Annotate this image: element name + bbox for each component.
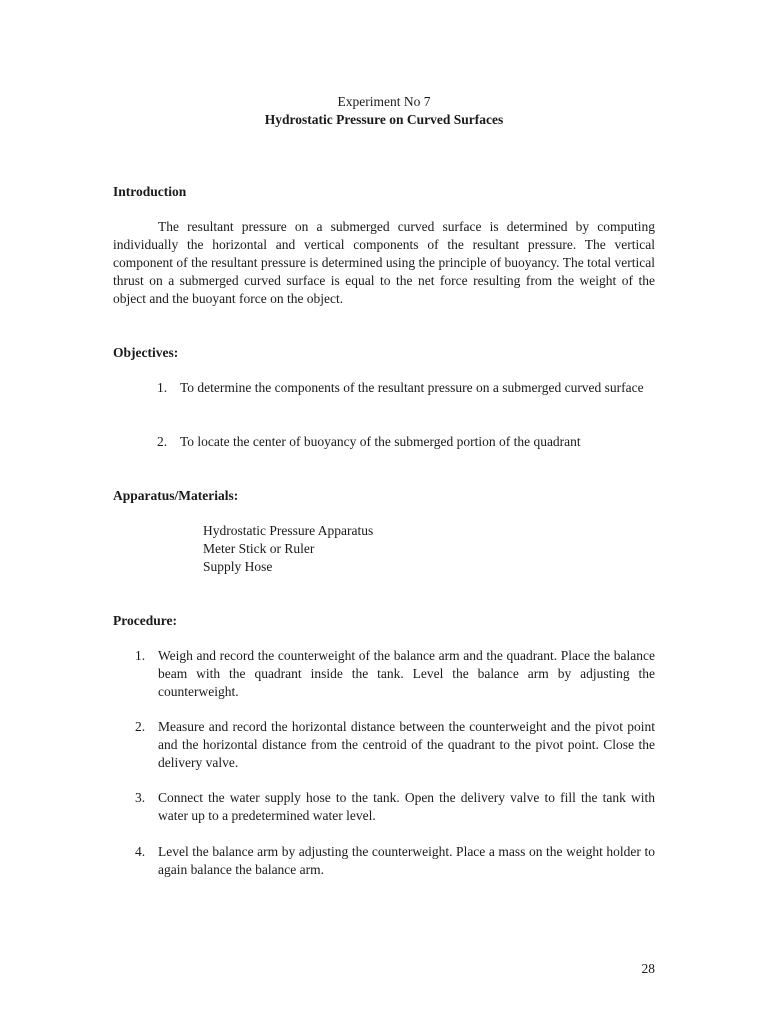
title-block	[0, 93, 768, 129]
list-item	[113, 718, 655, 772]
introduction-paragraph: The resultant pressure on a submerged curved surface is determined by computing individually the horizontal and vertical components of the resultant pressure. The vertical component of the resultant pressure is determined using the principle of buoyancy. The total vertical thrust on a submerged curved surface is equal to the net force resulting from the weight of the object and the buoyant force on the object.	[113, 219, 655, 306]
list-item: Hydrostatic Pressure Apparatus	[203, 523, 374, 538]
list-item	[113, 433, 655, 451]
list-item-number: 1.	[135, 648, 146, 663]
list-item-text: To locate the center of buoyancy of the submerged portion of the quadrant	[180, 434, 581, 449]
page-number: 28	[641, 961, 655, 976]
apparatus-list	[203, 522, 373, 576]
list-item-text: Weigh and record the counterweight of the balance arm and the quadrant. Place the balance beam with the quadrant inside the tank. Level the balance arm by adjusting the counterweight.	[158, 648, 655, 699]
procedure-heading: Procedure:	[113, 613, 177, 628]
list-item-number: 2.	[157, 434, 168, 449]
objectives-list	[113, 379, 655, 397]
procedure-step-1	[113, 647, 655, 701]
procedure-step-3	[113, 789, 655, 825]
apparatus-heading: Apparatus/Materials:	[113, 488, 239, 503]
procedure-step-2	[113, 718, 655, 772]
list-item-text: Measure and record the horizontal distance between the counterweight and the pivot point and the horizontal distance from the centroid of the quadrant to the pivot point. Close the delivery valve.	[158, 719, 655, 770]
list-item	[113, 843, 655, 879]
list-item-text: To determine the components of the resultant pressure on a submerged curved surface	[180, 380, 644, 395]
list-item-number: 3.	[135, 790, 146, 805]
objectives-list-continued	[113, 433, 655, 451]
list-item: Supply Hose	[203, 559, 273, 574]
list-item	[113, 379, 655, 397]
procedure-step-4	[113, 843, 655, 879]
list-item-number: 2.	[135, 719, 146, 734]
list-item-number: 1.	[157, 380, 168, 395]
list-item-number: 4.	[135, 844, 146, 859]
list-item	[113, 789, 655, 825]
objectives-heading: Objectives:	[113, 345, 179, 360]
introduction-heading: Introduction	[113, 184, 187, 199]
list-item	[113, 647, 655, 701]
list-item-text: Level the balance arm by adjusting the counterweight. Place a mass on the weight holder to again balance the balance arm.	[158, 844, 655, 877]
document-title: Hydrostatic Pressure on Curved Surfaces	[264, 112, 504, 127]
experiment-label: Experiment No 7	[337, 94, 431, 109]
list-item-text: Connect the water supply hose to the tank. Open the delivery valve to fill the tank with water up to a predetermined water level.	[158, 790, 655, 823]
list-item: Meter Stick or Ruler	[203, 541, 315, 556]
